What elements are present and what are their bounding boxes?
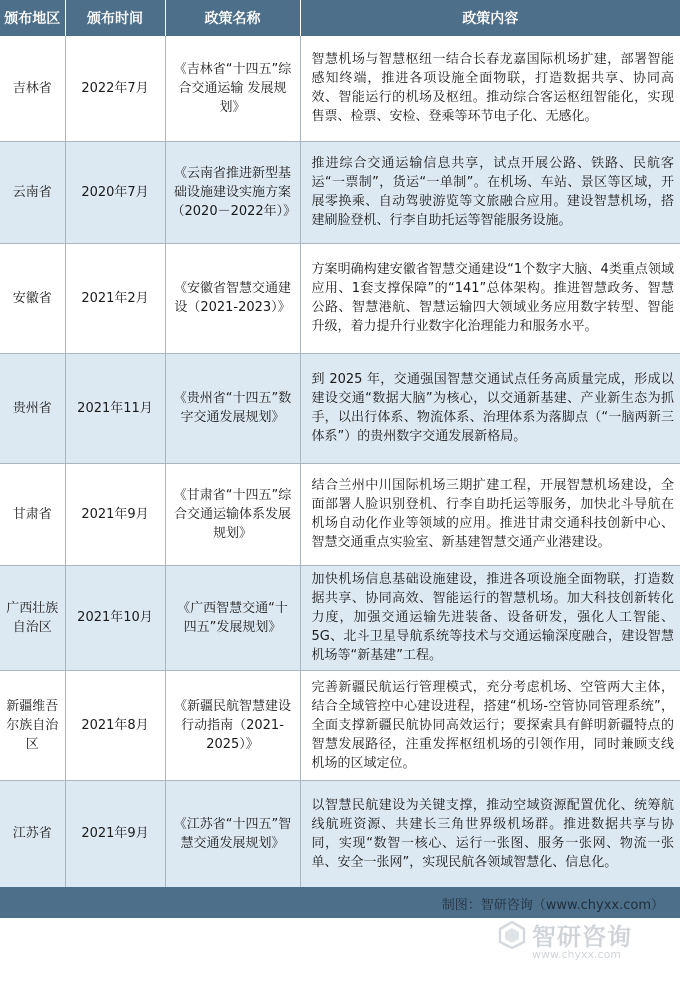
region-cell: 安徽省 [0, 243, 65, 353]
policy-content-cell: 智慧机场与智慧枢纽一结合长春龙嘉国际机场扩建，部署智能感知终端，推进各项设施全面物联，打造数据共享、协同高效、智能运行的机场及枢纽。推动综合客运枢纽智能化，实现售票、检票、安检、登乘等环节电子化、无感化。 [300, 36, 680, 141]
policy-name-cell: 《安徽省智慧交通建设（2021-2023）》 [165, 243, 300, 353]
table-row [0, 141, 680, 243]
table-row [0, 565, 680, 670]
table-header-row [0, 0, 680, 36]
policy-name-cell: 《新疆民航智慧建设行动指南（2021-2025）》 [165, 670, 300, 780]
policy-name-cell: 《广西智慧交通“十四五”发展规划》 [165, 565, 300, 670]
policy-content-cell: 到 2025 年，交通强国智慧交通试点任务高质量完成，形成以建设交通“数据大脑”为核心，以交通新基建、产业新生态为抓手，以出行体系、物流体系、治理体系为落脚点（“一脑两新三体系”）的贵州数字交通发展新格局。 [300, 353, 680, 463]
policy-name-cell: 《甘肃省“十四五”综合交通运输体系发展规划》 [165, 463, 300, 565]
date-cell: 2021年8月 [65, 670, 165, 780]
date-cell: 2022年7月 [65, 36, 165, 141]
table-row [0, 670, 680, 780]
table-row [0, 243, 680, 353]
policy-name-cell: 《贵州省“十四五”数字交通发展规划》 [165, 353, 300, 463]
policy-content-cell: 加快机场信息基础设施建设，推进各项设施全面物联，打造数据共享、协同高效、智能运行的智慧机场。加大科技创新转化力度，加强交通运输先进装备、设备研发，强化人工智能、5G、北斗卫星导航系统等技术与交通运输深度融合，建设智慧机场等“新基建”工程。 [300, 565, 680, 670]
watermark-name: 智研咨询 [532, 923, 632, 951]
region-cell: 江苏省 [0, 780, 65, 887]
policy-name-cell: 《江苏省“十四五”智慧交通发展规划》 [165, 780, 300, 887]
date-cell: 2021年9月 [65, 780, 165, 887]
header-policy-content: 政策内容 [462, 11, 519, 27]
date-cell: 2021年9月 [65, 463, 165, 565]
date-cell: 2021年10月 [65, 565, 165, 670]
source-credit: 制图：智研咨询（www.chyxx.com） [441, 898, 664, 913]
watermark-url: www.chyxx.com [532, 948, 622, 961]
header-region: 颁布地区 [0, 0, 65, 36]
policy-content-cell: 推进综合交通运输信息共享，试点开展公路、铁路、民航客运“一票制”，货运“一单制”。在机场、车站、景区等区域，开展零换乘、自动驾驶游览等文旅融合应用。建设智慧机场，搭建刷脸登机、行李自助托运等智能服务设施。 [300, 141, 680, 243]
header-date: 颁布时间 [65, 0, 165, 36]
policy-content-cell: 结合兰州中川国际机场三期扩建工程，开展智慧机场建设，全面部署人脸识别登机、行李自助托运等服务，加快北斗导航在机场自动化作业等领域的应用。推进甘肃交通科技创新中心、智慧交通重点实验室、新基建智慧交通产业港建设。 [300, 463, 680, 565]
region-cell: 广西壮族自治区 [0, 565, 65, 670]
watermark [498, 917, 668, 967]
table-row [0, 780, 680, 887]
policy-name-cell: 《吉林省“十四五”综合交通运输 发展规划》 [165, 36, 300, 141]
header-policy-name: 政策名称 [165, 0, 300, 36]
policy-content-cell: 完善新疆民航运行管理模式，充分考虑机场、空管两大主体，结合全域管控中心建设进程，搭建“机场-空管协同管理系统”，全面支撑新疆民航协同高效运行；要探索具有鲜明新疆特点的智慧发展路径，注重发挥枢纽机场的引领作用，同时兼顾支线机场的区域定位。 [300, 670, 680, 780]
date-cell: 2021年11月 [65, 353, 165, 463]
policy-content-cell: 方案明确构建安徽省智慧交通建设“1个数字大脑、4类重点领域应用、1套支撑保障”的“141”总体架构。推进智慧政务、智慧公路、智慧港航、智慧运输四大领域业务应用数字转型、智能升级，着力提升行业数字化治理能力和服务水平。 [300, 243, 680, 353]
table-row [0, 353, 680, 463]
region-cell: 贵州省 [0, 353, 65, 463]
policy-name-cell: 《云南省推进新型基础设施建设实施方案（2020－2022年）》 [165, 141, 300, 243]
region-cell: 新疆维吾尔族自治区 [0, 670, 65, 780]
table-row [0, 463, 680, 565]
date-cell: 2021年2月 [65, 243, 165, 353]
region-cell: 甘肃省 [0, 463, 65, 565]
policy-content-cell: 以智慧民航建设为关键支撑，推动空域资源配置优化、统筹航线航班资源、共建长三角世界级机场群。推进数据共享与协同，实现“数智一核心、运行一张图、服务一张网、物流一张单、安全一张网”，实现民航各领域智慧化、信息化。 [300, 780, 680, 887]
region-cell: 吉林省 [0, 36, 65, 141]
region-cell: 云南省 [0, 141, 65, 243]
chyxx-logo-icon [498, 921, 526, 949]
table-row [0, 36, 680, 141]
date-cell: 2020年7月 [65, 141, 165, 243]
source-footer [0, 887, 680, 918]
